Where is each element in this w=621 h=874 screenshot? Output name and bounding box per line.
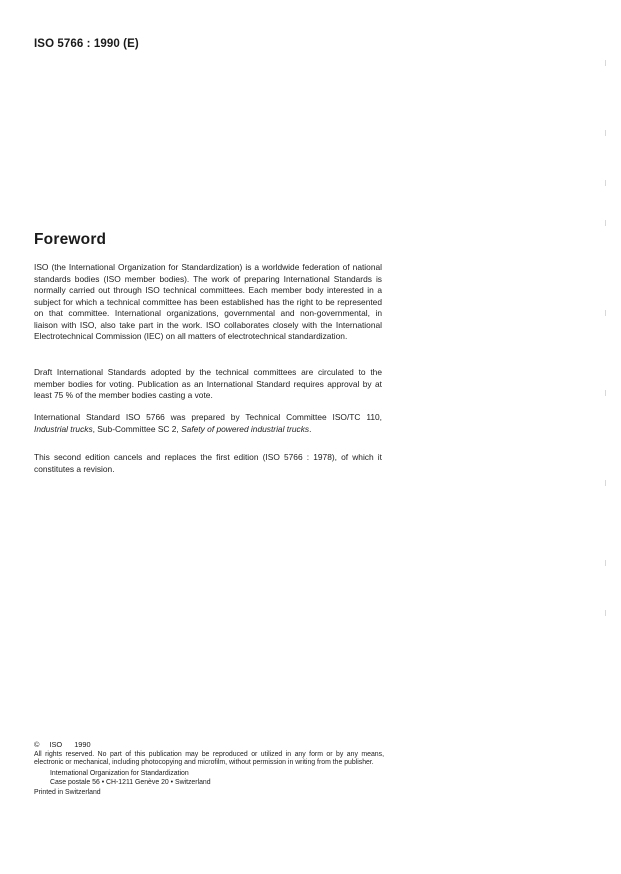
foreword-heading: Foreword — [34, 231, 107, 248]
rights-notice: All rights reserved. No part of this publication may be reproduced or utilized in any form or by any means, electronic or mechanical, including photocopying and microfilm, without permission in writing from the publisher. — [34, 750, 384, 767]
foreword-paragraph-edition — [34, 452, 382, 475]
paragraph-text: ISO (the International Organization for Standardization) is a worldwide federation of national standards bodies (ISO member bodies). The work of preparing International Standards is normally carried out through ISO technical committees. Each member body interested in a subject for which a technical committee has been established has the right to be represented on that committee. International organizations, governmental and non-governmental, in liaison with ISO, also take part in the work. ISO collaborates closely with the International Electrotechnical Commission (IEC) on all matters of electrotechnical standardization. — [34, 262, 382, 341]
document-reference: ISO 5766 : 1990 (E) — [34, 38, 139, 50]
paragraph-text: This second edition cancels and replaces the first edition (ISO 5766 : 1978), of which it constitutes a revision. — [34, 452, 382, 474]
foreword-paragraph-iso — [34, 262, 382, 343]
subcommittee-title: Safety of powered industrial trucks — [181, 423, 310, 434]
copyright-org: ISO — [49, 740, 63, 749]
paragraph-text: Draft International Standards adopted by the technical committees are circulated to the member bodies for voting. Publication as an International Standard requires approval by at least 75 % of the member bodies casting a vote. — [34, 367, 382, 400]
publisher-name: International Organization for Standardization — [50, 770, 189, 778]
scan-edge-marks — [605, 60, 609, 620]
copyright-footer — [34, 740, 384, 797]
copyright-line — [34, 740, 384, 750]
prepared-by-intro: International Standard ISO 5766 was prepared by Technical Committee ISO/TC 110, — [34, 412, 382, 422]
printed-in: Printed in Switzerland — [34, 788, 101, 796]
prepared-by-end: . — [309, 423, 312, 434]
committee-title: Industrial trucks — [34, 423, 93, 434]
publisher-address: Case postale 56 • CH-1211 Genève 20 • Switzerland — [50, 778, 211, 786]
foreword-paragraph-prepared-by — [34, 412, 382, 435]
paragraph-text — [34, 412, 382, 435]
publisher-address-block — [50, 770, 384, 788]
prepared-by-middle: , Sub-Committee SC 2, — [92, 423, 182, 434]
copyright-year: 1990 — [74, 740, 91, 749]
foreword-paragraph-voting — [34, 367, 382, 402]
copyright-symbol: © — [34, 740, 40, 749]
